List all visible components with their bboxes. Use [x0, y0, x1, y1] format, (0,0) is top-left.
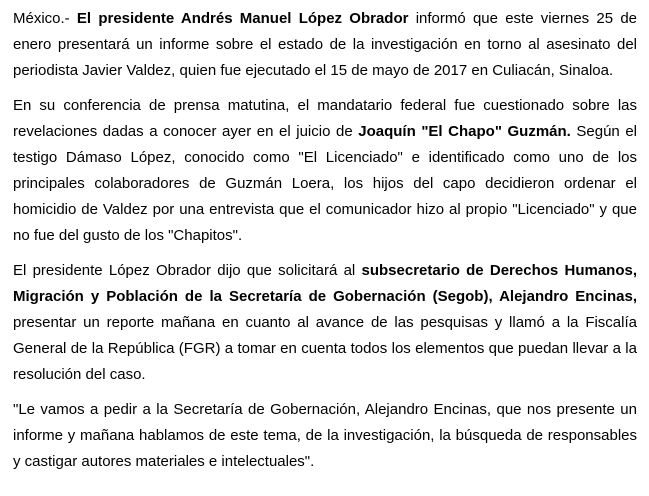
paragraph-text-segment: informó que este viernes 25 de enero presentará un informe sobre el estado de la investigación en torno al asesinato del periodista Javier Valdez, quien fue ejecutado el 15 de mayo de 2017 en Culiacán, Sinaloa.: [13, 10, 638, 79]
article-paragraph: [13, 93, 637, 249]
paragraph-text-segment: México.-: [13, 10, 77, 27]
paragraph-bold-segment: El presidente Andrés Manuel López Obrador: [76, 10, 409, 27]
paragraph-bold-segment: Joaquín "El Chapo" Guzmán.: [358, 123, 571, 140]
paragraph-bold-segment: subsecretario de Derechos Humanos, Migración y Población de la Secretaría de Gobernación (Segob), Alejandro Encinas,: [13, 262, 637, 305]
paragraph-text-segment: "Le vamos a pedir a la Secretaría de Gobernación, Alejandro Encinas, que nos presente un informe y mañana hablamos de este tema, de la investigación, la búsqueda de responsables y castigar autores materiales e intelectuales".: [13, 401, 637, 470]
paragraph-text-segment: El presidente López Obrador dijo que solicitará al: [13, 262, 362, 279]
article-paragraph: [13, 397, 637, 475]
paragraph-text-segment: presentar un reporte mañana en cuanto al avance de las pesquisas y llamó a la Fiscalía General de la República (FGR) a tomar en cuenta todos los elementos que puedan llevar a la resolución del caso.: [13, 314, 637, 383]
article-paragraph: [13, 6, 637, 84]
article-paragraph: [13, 258, 637, 388]
paragraph-text-segment: Según el testigo Dámaso López, conocido como "El Licenciado" e identificado como uno de los principales colaboradores de Guzmán Loera, los hijos del capo decidieron ordenar el homicidio de Valdez por una entrevista que el comunicador hizo al propio "Licenciado" y que no fue del gusto de los "Chapitos".: [13, 123, 638, 244]
paragraph-text-segment: En su conferencia de prensa matutina, el mandatario federal fue cuestionado sobre las revelaciones dadas a conocer ayer en el juicio de: [13, 97, 637, 140]
